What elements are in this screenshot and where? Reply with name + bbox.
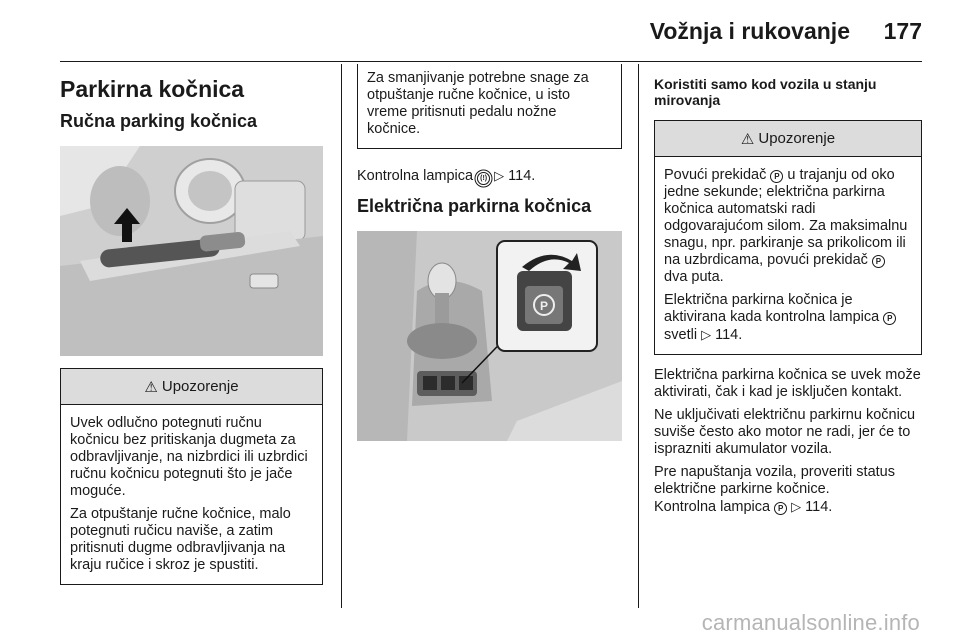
p-switch-icon: P <box>872 255 885 268</box>
ref-arrow-icon: ▷ <box>494 168 505 183</box>
warning-header <box>61 369 322 405</box>
control-lamp-label: Kontrolna lampica <box>357 168 474 184</box>
warning-paragraph: Električna parkirna kočnica je aktivirana kada kontrolna lampica P svetli ▷ 114. <box>664 292 912 344</box>
column-divider-2 <box>638 64 639 608</box>
warning-box-electric <box>654 120 922 355</box>
warning-body <box>655 157 921 354</box>
warning-header <box>655 121 921 157</box>
warning-paragraph: Za otpuštanje ručne kočnice, malo potegnuti ručicu naviše, a zatim pritisnuti dugme odbravljivanja na kraju ručice i skroz je spustiti. <box>70 506 291 573</box>
warning-title: Upozorenje <box>758 130 836 147</box>
body-paragraph: Ne uključivati električnu parkirnu kočnicu suviše često ako motor ne radi, jer će to isprazniti akumulator vozila. <box>654 407 916 457</box>
body-paragraph: Pre napuštanja vozila, proveriti status električne parkirne kočnice. Kontrolna lampica P ▷ 114. <box>654 464 895 515</box>
watermark: carmanualsonline.info <box>701 610 920 635</box>
page-number: 177 <box>883 18 922 44</box>
electric-brake-illustration <box>357 231 622 441</box>
chapter-title: Vožnja i rukovanje <box>649 18 850 44</box>
column-3 <box>654 72 922 516</box>
warning-body <box>61 405 322 584</box>
warning-paragraph: Povući prekidač P u trajanju od oko jedne sekunde; električna parkirna kočnica automatski radi odgovarajućom silom. Za maksimalnu snagu, npr. parkiranje sa prikolicom ili na uzbrdicama, povući prekidač P dva puta. <box>664 167 908 285</box>
ref-arrow-icon: ▷ <box>791 499 802 514</box>
warning-box-handbrake <box>60 368 323 585</box>
column-1 <box>60 72 323 585</box>
electric-brake-photo <box>357 231 622 441</box>
note-text: Za smanjivanje potrebne snage za otpuštanje ručne kočnice, u isto vreme pritisnuti pedalu nožne kočnice. <box>367 70 589 137</box>
page-ref: 114. <box>508 168 536 184</box>
handbrake-photo <box>60 146 323 356</box>
section-heading: Parkirna kočnica <box>60 76 245 102</box>
warning-triangle-icon: ⚠ <box>740 130 755 148</box>
p-switch-icon: P <box>770 170 783 183</box>
ref-arrow-icon: ▷ <box>701 327 712 342</box>
p-switch-icon: P <box>774 502 787 515</box>
subsection-heading: Ručna parking kočnica <box>60 111 258 131</box>
column-divider-1 <box>341 64 342 608</box>
note-box <box>357 64 622 149</box>
warning-triangle-icon: ⚠ <box>144 378 158 396</box>
control-lamp-line <box>357 167 622 185</box>
warning-title: Upozorenje <box>161 378 239 395</box>
column-2 <box>357 64 622 441</box>
body-paragraph: Električna parkirna kočnica se uvek može aktivirati, čak i kad je isključen kontakt. <box>654 367 921 400</box>
handbrake-illustration <box>60 146 323 356</box>
section-heading: Koristiti samo kod vozila u stanju mirovanja <box>654 76 877 108</box>
p-switch-icon: P <box>883 312 896 325</box>
header-rule <box>60 61 922 62</box>
brake-lamp-icon: (!) <box>477 172 490 185</box>
subsection-heading: Električna parkirna kočnica <box>357 196 592 216</box>
svg-text:P: P <box>540 299 549 313</box>
warning-paragraph: Uvek odlučno potegnuti ručnu kočnicu bez pritiskanja dugmeta za odbravljivanje, na nizbrdici ili uzbrdici ručnu kočnicu potegnuti što je jače moguće. <box>70 415 308 499</box>
